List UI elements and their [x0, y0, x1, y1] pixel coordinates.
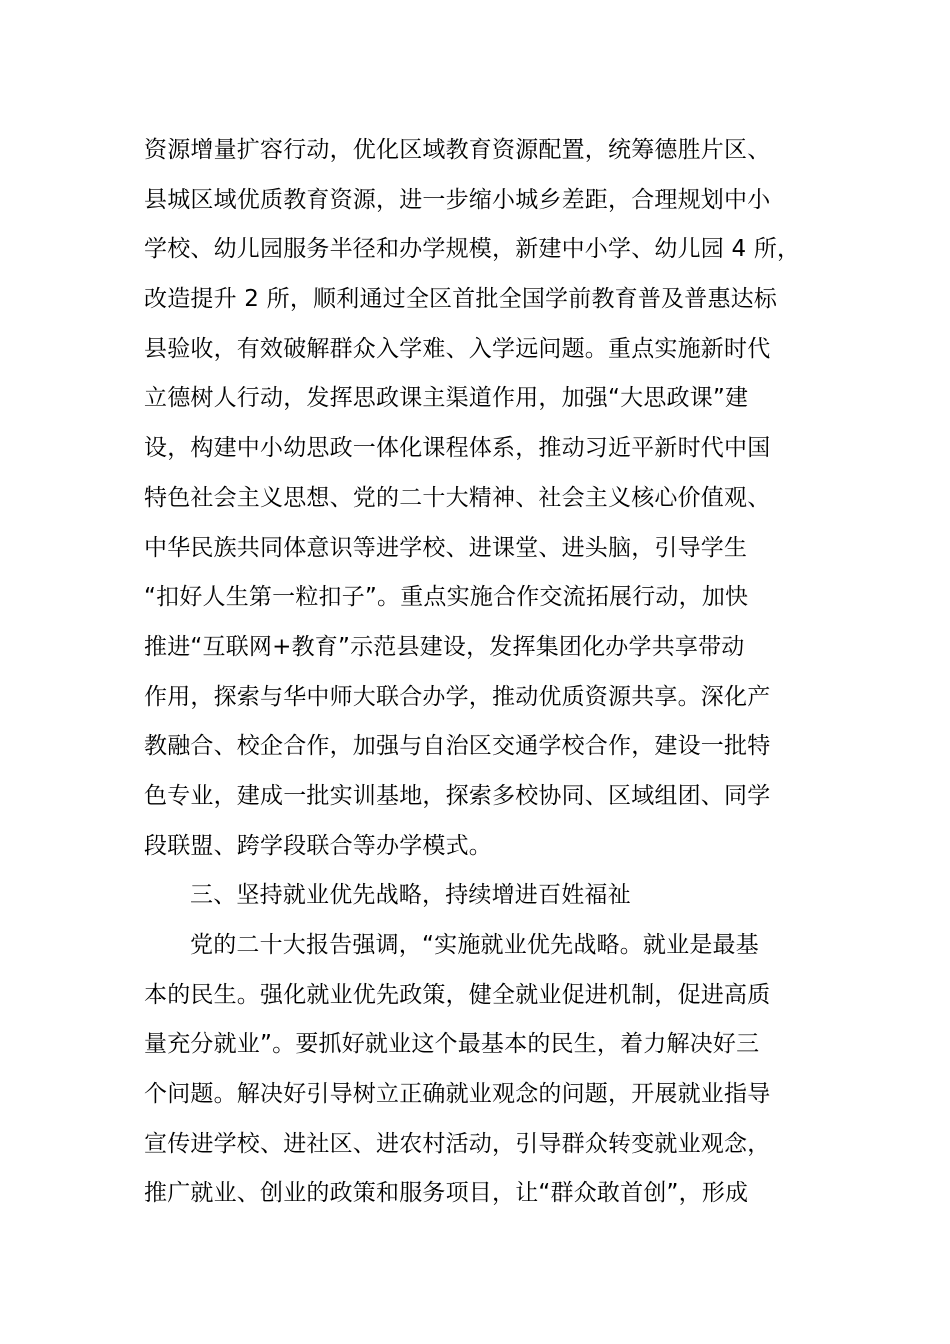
text-line: 学校、幼儿园服务半径和办学规模，新建中小学、幼儿园 4 所，: [144, 236, 801, 263]
text-line: 色专业，建成一批实训基地，探索多校协同、区域组团、同学: [144, 782, 771, 809]
text-line: 量充分就业”。要抓好就业这个最基本的民生，着力解决好三: [144, 1031, 760, 1058]
document-body: [144, 126, 824, 1219]
text-line: 教融合、校企合作，加强与自治区交通学校合作，建设一批特: [144, 733, 771, 760]
text-line: 作用，探索与华中师大联合办学，推动优质资源共享。深化产: [144, 683, 771, 710]
text-line: 设，构建中小幼思政一体化课程体系，推动习近平新时代中国: [144, 435, 771, 462]
text-line: 县城区域优质教育资源，进一步缩小城乡差距，合理规划中小: [144, 186, 771, 213]
text-line: 中华民族共同体意识等进学校、进课堂、进头脑，引导学生: [144, 534, 748, 561]
text-line: 个问题。解决好引导树立正确就业观念的问题，开展就业指导: [144, 1081, 771, 1108]
text-line: 本的民生。强化就业优先政策，健全就业促进机制，促进高质: [144, 981, 771, 1008]
text-line: 推广就业、创业的政策和服务项目，让“群众敢首创”，形成: [144, 1180, 749, 1207]
text-line: 县验收，有效破解群众入学难、入学远问题。重点实施新时代: [144, 335, 771, 362]
text-line: “扣好人生第一粒扣子”。重点实施合作交流拓展行动，加快: [144, 584, 749, 611]
text-line: 特色社会主义思想、党的二十大精神、社会主义核心价值观、: [144, 484, 771, 511]
text-line: 推进“互联网+教育”示范县建设，发挥集团化办学共享带动: [144, 633, 745, 660]
text-line: 改造提升 2 所，顺利通过全区首批全国学前教育普及普惠达标: [144, 286, 778, 313]
text-line: 宣传进学校、进社区、进农村活动，引导群众转变就业观念，: [144, 1130, 771, 1157]
paragraph-first-line: 党的二十大报告强调，“实施就业优先战略。就业是最基: [190, 932, 759, 958]
text-line: 立德树人行动，发挥思政课主渠道作用，加强“大思政课”建: [144, 385, 749, 412]
text-line: 资源增量扩容行动，优化区域教育资源配置，统筹德胜片区、: [144, 137, 771, 163]
section-heading: 三、坚持就业优先战略，持续增进百姓福祉: [190, 882, 631, 909]
text-line: 段联盟、跨学段联合等办学模式。: [144, 832, 492, 859]
